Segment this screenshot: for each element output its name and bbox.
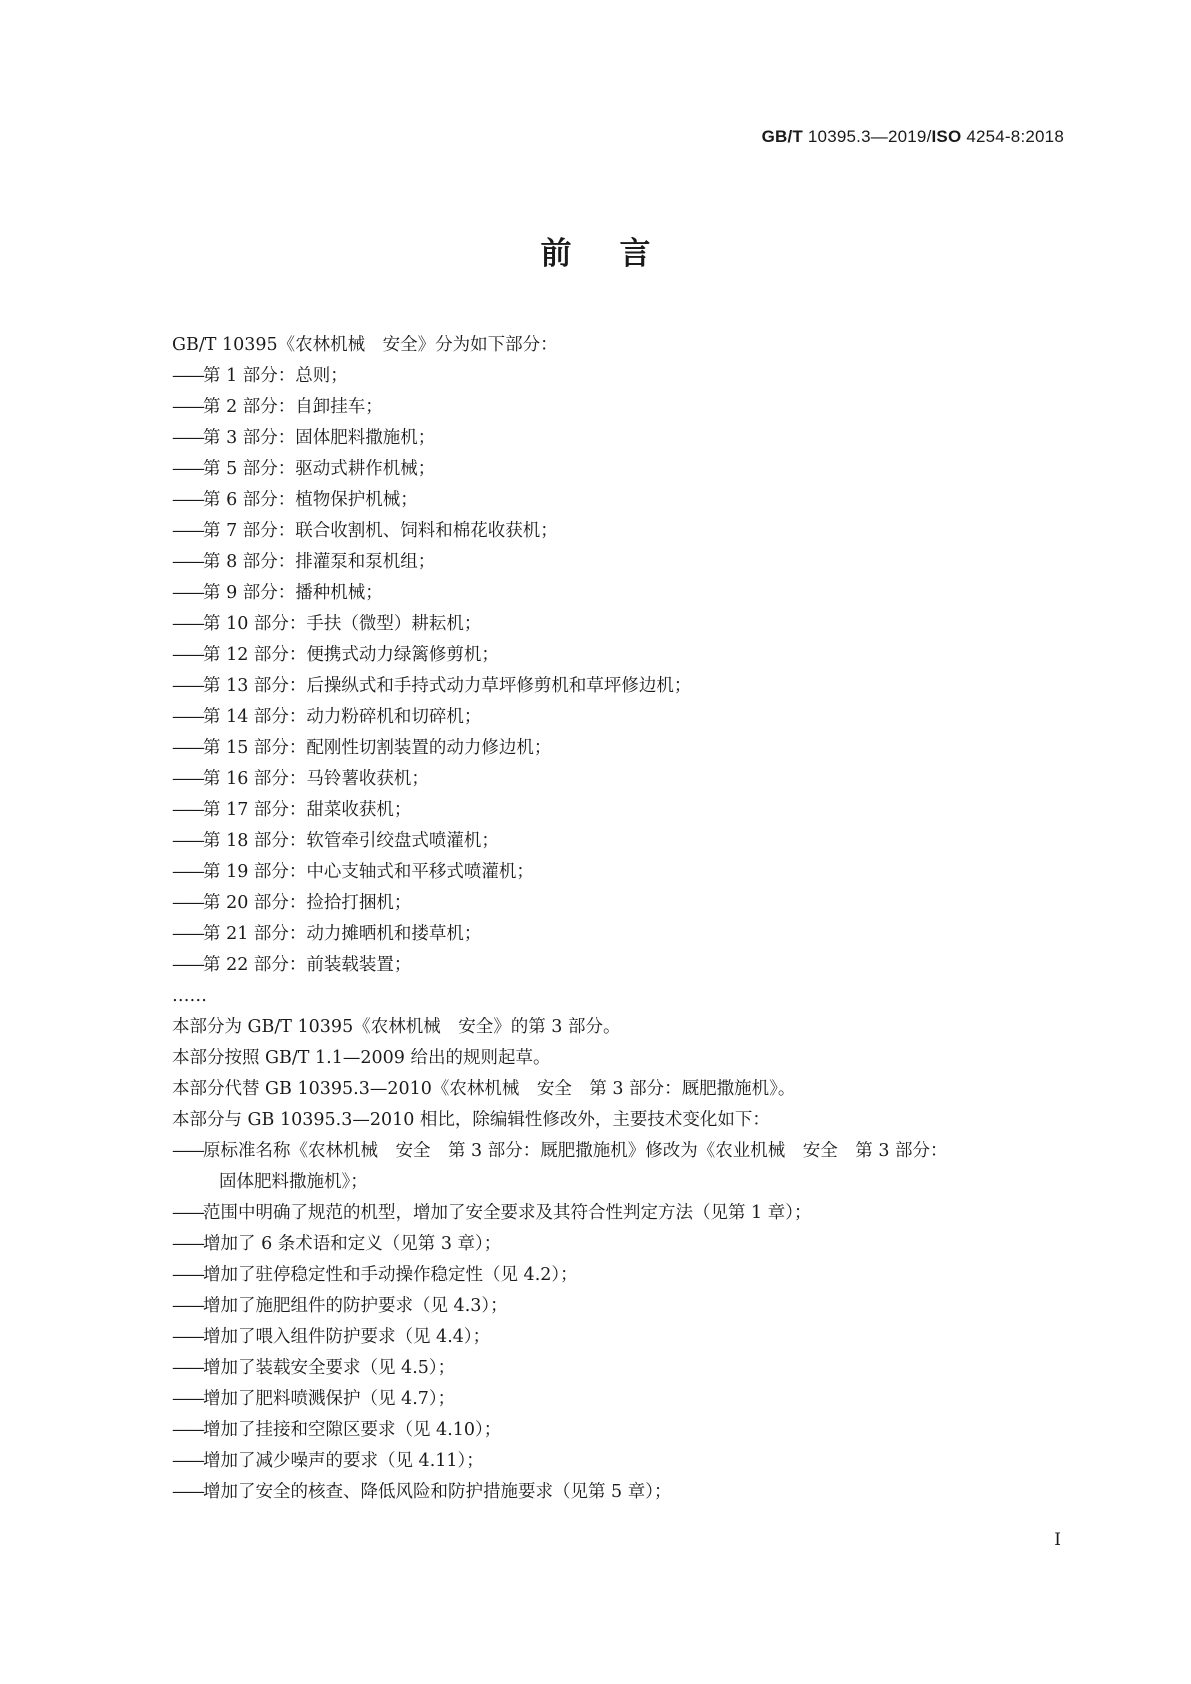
list-dash: —— bbox=[172, 831, 203, 851]
std-code-prefix: GB/T bbox=[761, 127, 803, 146]
paragraph: 本部分代替 GB 10395.3—2010《农林机械 安全 第 3 部分：厩肥撒施机》。 bbox=[172, 1079, 796, 1099]
change-item-text: 增加了装载安全要求（见 4.5）； bbox=[203, 1358, 456, 1378]
list-dash: —— bbox=[172, 924, 203, 944]
change-item bbox=[172, 1415, 1072, 1446]
part-item-text: 第 22 部分：前装载装置； bbox=[203, 955, 412, 975]
iso-prefix: ISO bbox=[931, 127, 962, 146]
change-item-text: 增加了 6 条术语和定义（见第 3 章）； bbox=[203, 1234, 502, 1254]
part-item bbox=[172, 578, 1072, 609]
part-item bbox=[172, 764, 1072, 795]
part-item bbox=[172, 640, 1072, 671]
part-item bbox=[172, 516, 1072, 547]
change-item bbox=[172, 1136, 1072, 1167]
list-dash: —— bbox=[172, 862, 203, 882]
list-dash: —— bbox=[172, 1296, 203, 1316]
change-item bbox=[172, 1229, 1072, 1260]
part-item-text: 第 8 部分：排灌泵和泵机组； bbox=[203, 552, 436, 572]
part-item bbox=[172, 361, 1072, 392]
list-dash: —— bbox=[172, 1420, 203, 1440]
change-item bbox=[172, 1353, 1072, 1384]
list-dash: —— bbox=[172, 1203, 203, 1223]
list-dash: —— bbox=[172, 490, 203, 510]
part-item-text: 第 21 部分：动力摊晒机和搂草机； bbox=[203, 924, 482, 944]
paragraph-list bbox=[172, 1012, 1072, 1136]
paragraph: 本部分为 GB/T 10395《农林机械 安全》的第 3 部分。 bbox=[172, 1017, 621, 1037]
part-item bbox=[172, 702, 1072, 733]
page-number: I bbox=[1054, 1530, 1061, 1550]
change-item-text: 增加了施肥组件的防护要求（见 4.3）； bbox=[203, 1296, 508, 1316]
list-dash: —— bbox=[172, 676, 203, 696]
part-item-text: 第 3 部分：固体肥料撒施机； bbox=[203, 428, 436, 448]
change-item-text: 增加了驻停稳定性和手动操作稳定性（见 4.2）； bbox=[203, 1265, 578, 1285]
part-item-text: 第 17 部分：甜菜收获机； bbox=[203, 800, 412, 820]
part-item bbox=[172, 609, 1072, 640]
part-item-text: 第 7 部分：联合收割机、饲料和棉花收获机； bbox=[203, 521, 558, 541]
change-item-text: 增加了挂接和空隙区要求（见 4.10）； bbox=[203, 1420, 502, 1440]
ellipsis: …… bbox=[172, 986, 207, 1006]
part-item-text: 第 10 部分：手扶（微型）耕耘机； bbox=[203, 614, 482, 634]
list-dash: —— bbox=[172, 552, 203, 572]
part-item-text: 第 13 部分：后操纵式和手持式动力草坪修剪机和草坪修边机； bbox=[203, 676, 692, 696]
list-dash: —— bbox=[172, 1327, 203, 1347]
change-item bbox=[172, 1477, 1072, 1508]
change-item-continuation: 固体肥料撒施机》； bbox=[219, 1172, 368, 1192]
part-item-text: 第 5 部分：驱动式耕作机械； bbox=[203, 459, 436, 479]
parts-list bbox=[172, 361, 1072, 981]
part-item bbox=[172, 485, 1072, 516]
paragraph: 本部分与 GB 10395.3—2010 相比，除编辑性修改外，主要技术变化如下： bbox=[172, 1110, 770, 1130]
change-item-text: 增加了安全的核查、降低风险和防护措施要求（见第 5 章）； bbox=[203, 1482, 672, 1502]
change-item bbox=[172, 1322, 1072, 1353]
part-item bbox=[172, 888, 1072, 919]
list-dash: —— bbox=[172, 614, 203, 634]
part-item bbox=[172, 950, 1072, 981]
list-dash: —— bbox=[172, 893, 203, 913]
part-item bbox=[172, 826, 1072, 857]
part-item bbox=[172, 733, 1072, 764]
part-item-text: 第 15 部分：配刚性切割装置的动力修边机； bbox=[203, 738, 552, 758]
list-dash: —— bbox=[172, 738, 203, 758]
change-item-text: 范围中明确了规范的机型，增加了安全要求及其符合性判定方法（见第 1 章）； bbox=[203, 1203, 812, 1223]
change-item bbox=[172, 1198, 1072, 1229]
list-dash: —— bbox=[172, 1141, 203, 1161]
change-item-text: 增加了减少噪声的要求（见 4.11）； bbox=[203, 1451, 484, 1471]
std-code-number: 10395.3—2019/ bbox=[802, 127, 932, 146]
part-item-text: 第 9 部分：播种机械； bbox=[203, 583, 383, 603]
list-dash: —— bbox=[172, 397, 203, 417]
change-item bbox=[172, 1291, 1072, 1322]
list-dash: —— bbox=[172, 1482, 203, 1502]
part-item-text: 第 16 部分：马铃薯收获机； bbox=[203, 769, 429, 789]
part-item bbox=[172, 392, 1072, 423]
list-dash: —— bbox=[172, 955, 203, 975]
document-body bbox=[172, 330, 1072, 1508]
change-item-text: 增加了喂入组件防护要求（见 4.4）； bbox=[203, 1327, 491, 1347]
change-item bbox=[172, 1260, 1072, 1291]
part-item bbox=[172, 423, 1072, 454]
part-item-text: 第 20 部分：捡拾打捆机； bbox=[203, 893, 412, 913]
change-item bbox=[172, 1384, 1072, 1415]
page-title: 前言 bbox=[540, 236, 699, 272]
part-item bbox=[172, 547, 1072, 578]
list-dash: —— bbox=[172, 583, 203, 603]
list-dash: —— bbox=[172, 769, 203, 789]
list-dash: —— bbox=[172, 428, 203, 448]
changes-list bbox=[172, 1198, 1072, 1508]
part-item bbox=[172, 671, 1072, 702]
part-item bbox=[172, 454, 1072, 485]
list-dash: —— bbox=[172, 1234, 203, 1254]
list-dash: —— bbox=[172, 1389, 203, 1409]
standard-header bbox=[762, 127, 1064, 147]
change-item-text: 增加了肥料喷溅保护（见 4.7）； bbox=[203, 1389, 456, 1409]
part-item bbox=[172, 919, 1072, 950]
change-item-text: 原标准名称《农林机械 安全 第 3 部分：厩肥撒施机》修改为《农业机械 安全 第 3 部分： bbox=[203, 1141, 948, 1161]
intro-line: GB/T 10395《农林机械 安全》分为如下部分： bbox=[172, 335, 558, 355]
list-dash: —— bbox=[172, 707, 203, 727]
list-dash: —— bbox=[172, 521, 203, 541]
list-dash: —— bbox=[172, 366, 203, 386]
part-item-text: 第 14 部分：动力粉碎机和切碎机； bbox=[203, 707, 482, 727]
part-item bbox=[172, 795, 1072, 826]
change-item bbox=[172, 1446, 1072, 1477]
list-dash: —— bbox=[172, 459, 203, 479]
part-item-text: 第 2 部分：自卸挂车； bbox=[203, 397, 383, 417]
iso-code-number: 4254-8:2018 bbox=[961, 127, 1064, 146]
part-item-text: 第 19 部分：中心支轴式和平移式喷灌机； bbox=[203, 862, 534, 882]
list-dash: —— bbox=[172, 800, 203, 820]
list-dash: —— bbox=[172, 645, 203, 665]
part-item bbox=[172, 857, 1072, 888]
paragraph: 本部分按照 GB/T 1.1—2009 给出的规则起草。 bbox=[172, 1048, 551, 1068]
list-dash: —— bbox=[172, 1265, 203, 1285]
part-item-text: 第 1 部分：总则； bbox=[203, 366, 348, 386]
part-item-text: 第 12 部分：便携式动力绿篱修剪机； bbox=[203, 645, 499, 665]
list-dash: —— bbox=[172, 1451, 203, 1471]
list-dash: —— bbox=[172, 1358, 203, 1378]
part-item-text: 第 6 部分：植物保护机械； bbox=[203, 490, 418, 510]
part-item-text: 第 18 部分：软管牵引绞盘式喷灌机； bbox=[203, 831, 499, 851]
